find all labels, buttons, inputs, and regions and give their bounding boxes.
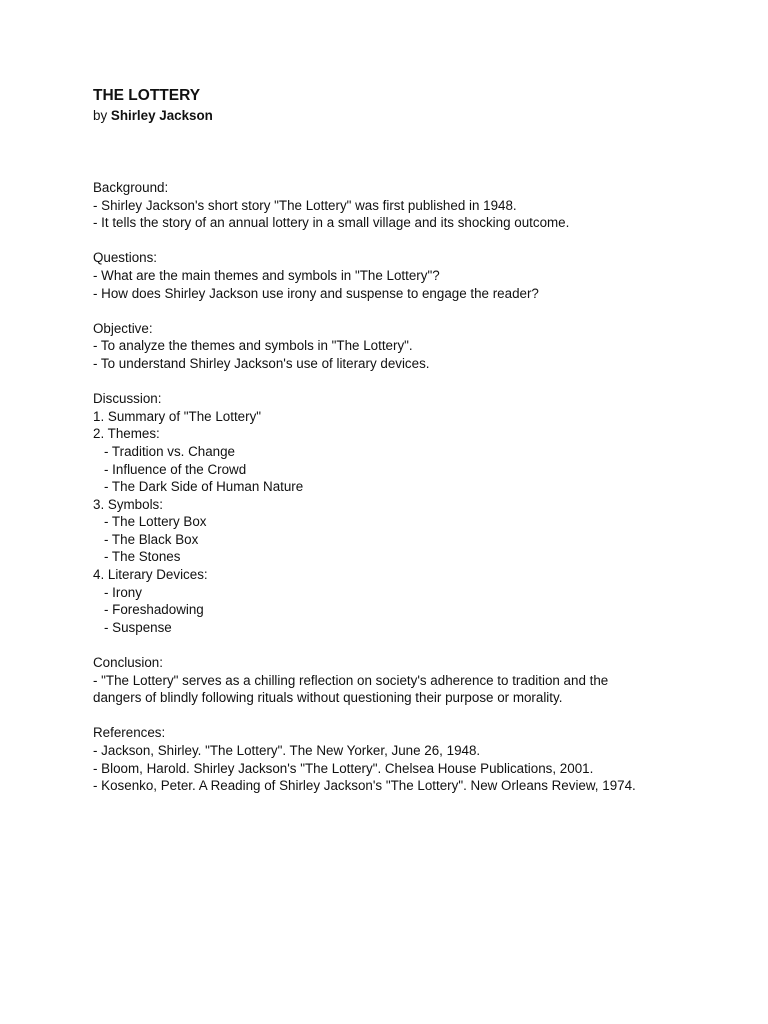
background-item: - Shirley Jackson's short story "The Lottery" was first published in 1948. [93, 197, 517, 213]
background-item: - It tells the story of an annual lottery in a small village and its shocking outcome. [93, 215, 570, 231]
author-name: Shirley Jackson [110, 108, 213, 123]
discussion-heading: Discussion: [93, 391, 162, 407]
references-heading: References: [93, 725, 166, 741]
objective-item: - To analyze the themes and symbols in "The Lottery". [93, 338, 413, 354]
background-heading: Background: [93, 180, 169, 195]
question-item: - How does Shirley Jackson use irony and suspense to engage the reader? [93, 285, 539, 301]
question-item: - What are the main themes and symbols in "The Lottery"? [93, 267, 440, 283]
reference-item: - Kosenko, Peter. A Reading of Shirley Jackson's "The Lottery". New Orleans Review, 1974. [93, 778, 636, 794]
symbol-item: - The Lottery Box [104, 514, 207, 530]
objective-item: - To understand Shirley Jackson's use of literary devices. [93, 355, 430, 371]
document-title: THE LOTTERY [93, 87, 201, 104]
conclusion-section [93, 654, 713, 707]
symbol-item: - The Black Box [104, 531, 199, 547]
discussion-summary: 1. Summary of "The Lottery" [93, 408, 262, 424]
objective-heading: Objective: [93, 320, 153, 336]
byline [93, 106, 713, 126]
themes-heading: 2. Themes: [93, 426, 160, 442]
questions-section [93, 249, 713, 302]
device-item: - Suspense [104, 619, 172, 635]
conclusion-text: dangers of blindly following rituals without questioning their purpose or morality. [93, 690, 563, 706]
document-page [93, 86, 713, 795]
reference-item: - Bloom, Harold. Shirley Jackson's "The Lottery". Chelsea House Publications, 2001. [93, 760, 594, 776]
conclusion-heading: Conclusion: [93, 655, 163, 671]
discussion-section [93, 390, 713, 636]
symbols-heading: 3. Symbols: [93, 496, 163, 512]
theme-item: - The Dark Side of Human Nature [104, 479, 304, 495]
device-item: - Foreshadowing [104, 602, 204, 618]
objective-section [93, 320, 713, 373]
reference-item: - Jackson, Shirley. "The Lottery". The New Yorker, June 26, 1948. [93, 743, 481, 758]
theme-item: - Tradition vs. Change [104, 443, 235, 459]
theme-item: - Influence of the Crowd [104, 461, 247, 477]
background-section [93, 179, 713, 232]
symbol-item: - The Stones [104, 549, 181, 565]
devices-heading: 4. Literary Devices: [93, 567, 208, 583]
questions-heading: Questions: [93, 250, 158, 266]
device-item: - Irony [104, 584, 142, 600]
byline-prefix: by [93, 108, 108, 123]
conclusion-text: - "The Lottery" serves as a chilling reflection on society's adherence to tradition and the [93, 672, 609, 688]
references-section [93, 724, 713, 794]
